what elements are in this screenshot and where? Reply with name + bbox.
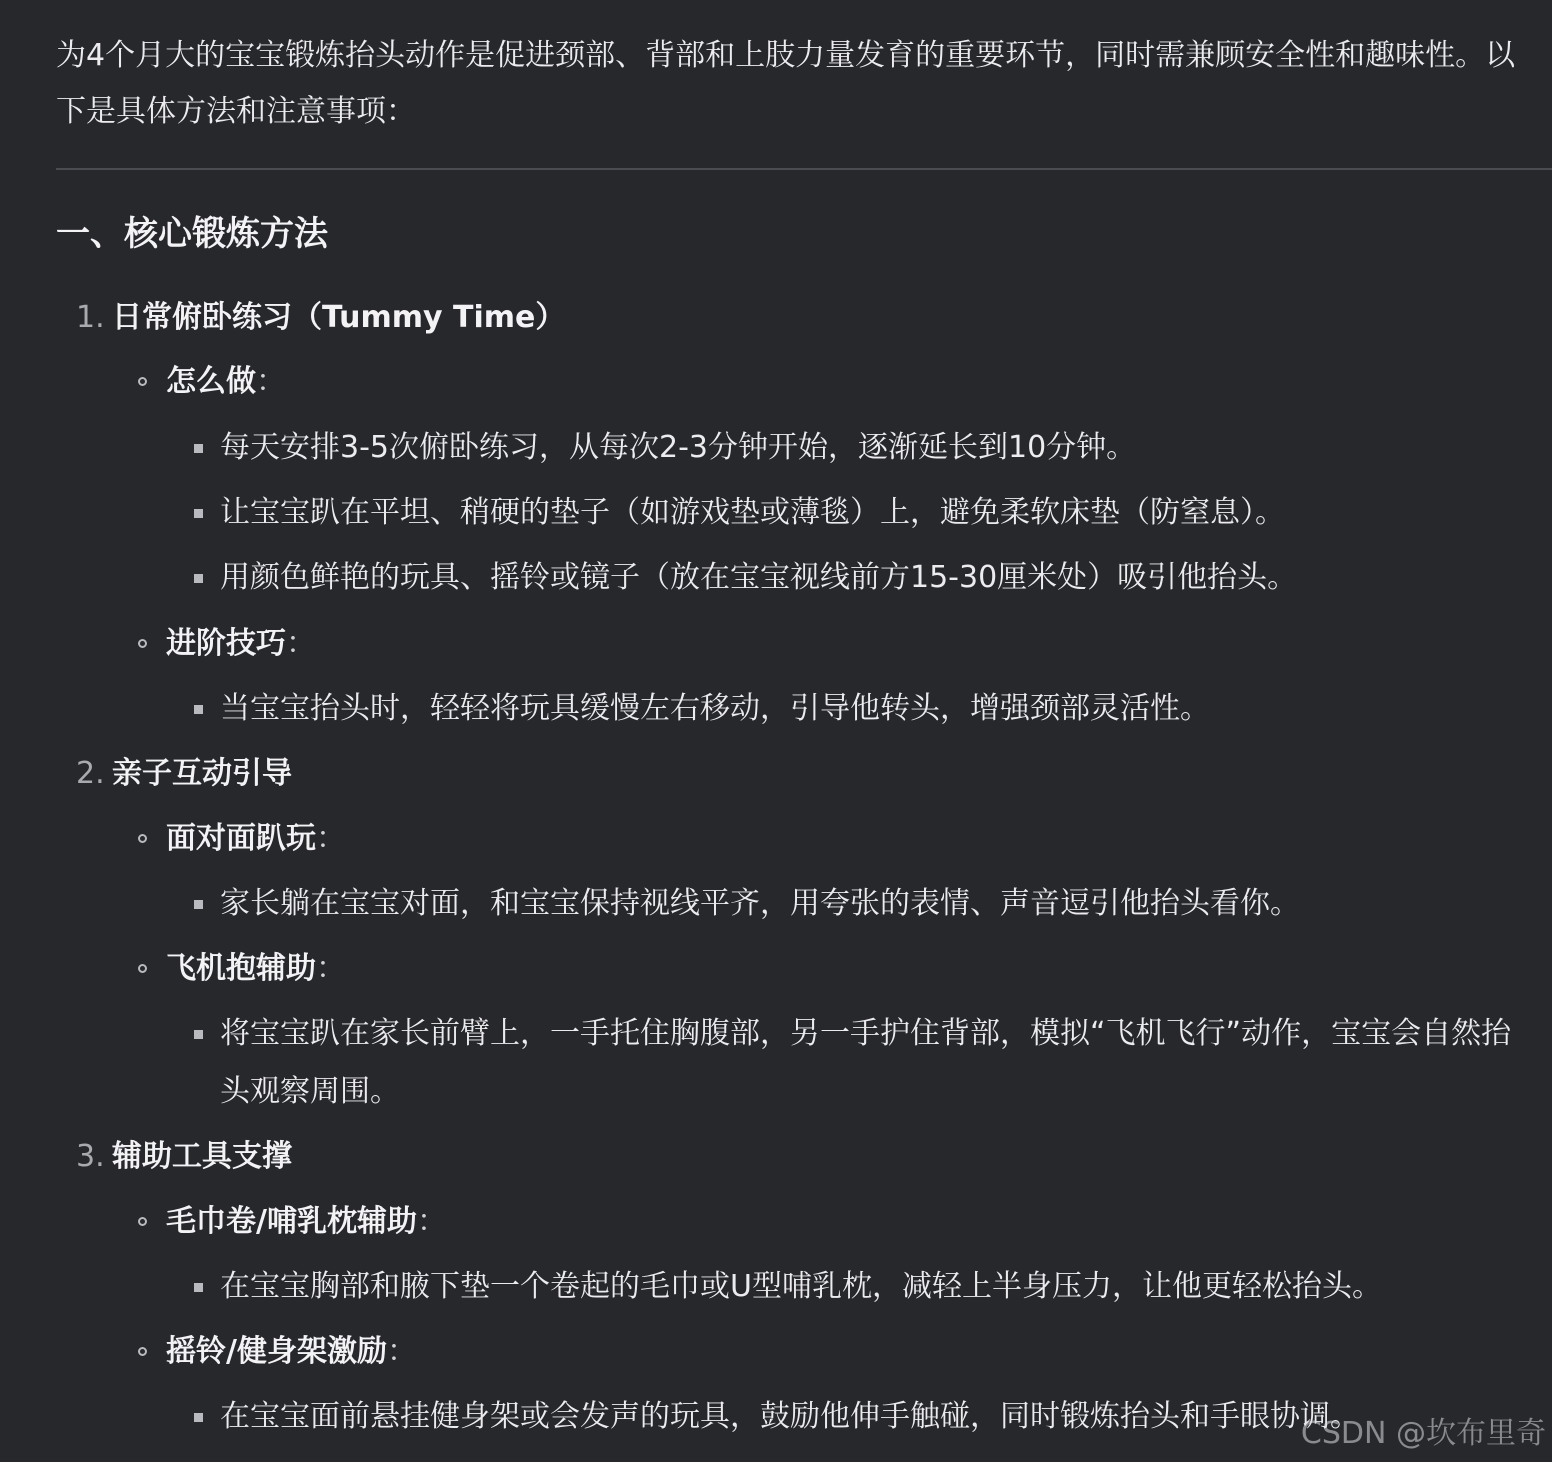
list-item-title: 亲子互动引导 — [112, 756, 292, 791]
hollow-circle-bullet-icon — [138, 639, 147, 648]
square-bullet-icon — [194, 444, 203, 453]
horizontal-divider — [56, 168, 1552, 170]
list-number: 3. — [76, 1139, 105, 1174]
square-bullet-icon — [194, 1413, 203, 1422]
hollow-circle-bullet-icon — [138, 1347, 147, 1356]
hollow-circle-bullet-icon — [138, 1217, 147, 1226]
square-bullet-icon — [194, 705, 203, 714]
sub-item-label: 飞机抱辅助 — [166, 951, 316, 986]
sub-item-label: 摇铃/健身架激励 — [166, 1334, 387, 1369]
sub-item-label: 面对面趴玩 — [166, 821, 316, 856]
intro-paragraph: 为4个月大的宝宝锻炼抬头动作是促进颈部、背部和上肢力量发育的重要环节，同时需兼顾安全性和趣味性。以下是具体方法和注意事项： — [56, 38, 1516, 129]
list-item-title: 辅助工具支撑 — [112, 1139, 292, 1174]
square-bullet-icon — [194, 574, 203, 583]
bullet-text: 当宝宝抬头时，轻轻将玩具缓慢左右移动，引导他转头，增强颈部灵活性。 — [220, 691, 1210, 726]
bullet-text: 让宝宝趴在平坦、稍硬的垫子（如游戏垫或薄毯）上，避免柔软床垫（防窒息）。 — [220, 495, 1285, 530]
bullet-text: 家长躺在宝宝对面，和宝宝保持视线平齐，用夸张的表情、声音逗引他抬头看你。 — [220, 886, 1300, 921]
sub-item-label: 怎么做 — [166, 364, 256, 399]
bullet-text: 每天安排3-5次俯卧练习，从每次2-3分钟开始，逐渐延长到10分钟。 — [220, 430, 1137, 465]
bullet-text: 用颜色鲜艳的玩具、摇铃或镜子（放在宝宝视线前方15-30厘米处）吸引他抬头。 — [220, 560, 1298, 595]
square-bullet-icon — [194, 1030, 203, 1039]
square-bullet-icon — [194, 900, 203, 909]
bullet-text: 在宝宝面前悬挂健身架或会发声的玩具，鼓励他伸手触碰，同时锻炼抬头和手眼协调。 — [220, 1399, 1360, 1434]
list-number: 2. — [76, 756, 105, 791]
hollow-circle-bullet-icon — [138, 964, 147, 973]
list-number: 1. — [76, 300, 105, 335]
square-bullet-icon — [194, 1283, 203, 1292]
list-item-title: 日常俯卧练习（Tummy Time） — [112, 300, 566, 335]
sub-item-label: 毛巾卷/哺乳枕辅助 — [166, 1204, 417, 1239]
watermark: CSDN @坎布里奇 — [1300, 1416, 1546, 1451]
square-bullet-icon — [194, 509, 203, 518]
bullet-text: 在宝宝胸部和腋下垫一个卷起的毛巾或U型哺乳枕，减轻上半身压力，让他更轻松抬头。 — [220, 1269, 1382, 1304]
bullet-text: 将宝宝趴在家长前臂上，一手托住胸腹部，另一手护住背部，模拟“飞机飞行”动作，宝宝会自然抬头观察周围。 — [220, 1016, 1512, 1109]
section-title: 一、核心锻炼方法 — [56, 214, 328, 254]
sub-item-label: 进阶技巧 — [166, 626, 286, 661]
hollow-circle-bullet-icon — [138, 834, 147, 843]
hollow-circle-bullet-icon — [138, 377, 147, 386]
